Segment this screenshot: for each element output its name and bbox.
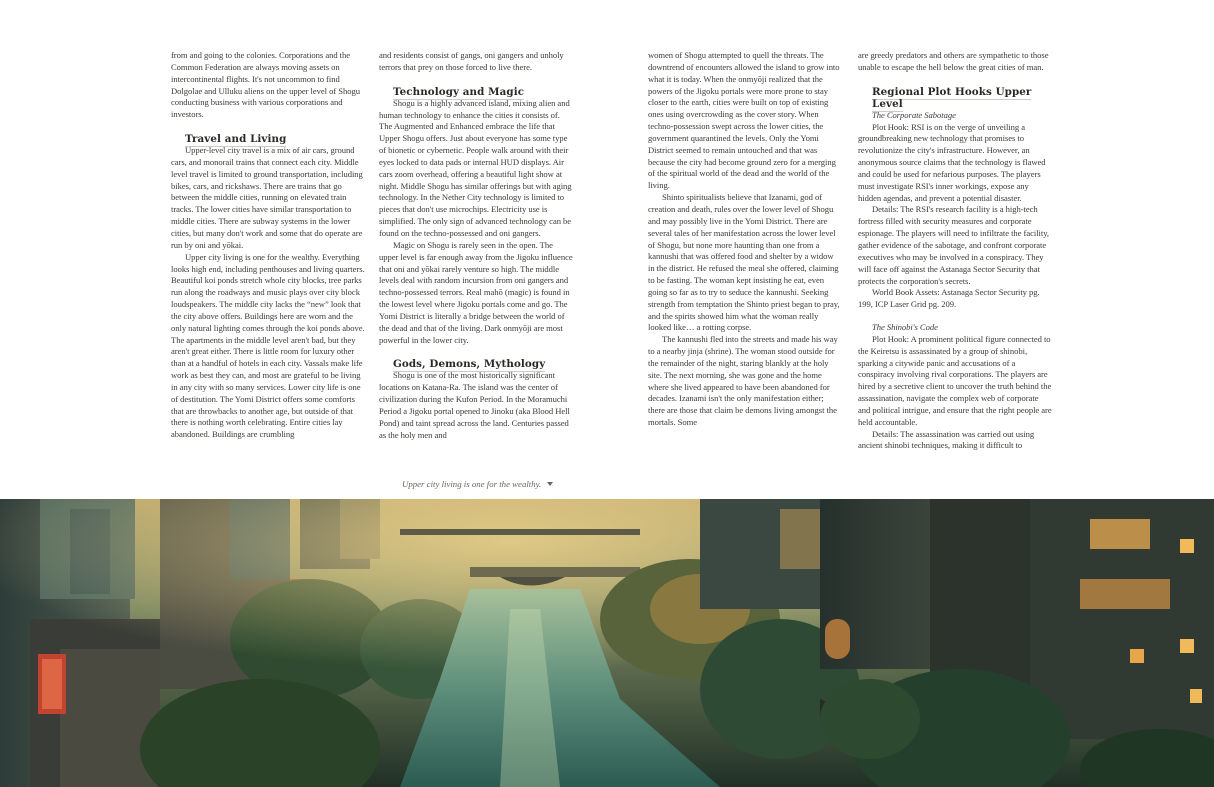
body-paragraph: Upper-level city travel is a mix of air cars, ground cars, and monorail trains that connect each city. Middle level travel is limited to ground transportation, including bikes, cars, and rickshaws. There are trains that go between the middle cities, running on elevated train tracks. The lower cities have similar transportation to middle cities. There are subway systems in the lower cities, but many don't work and some that do operate are run by oni and yōkai. [171, 145, 363, 250]
body-paragraph: Upper city living is one for the wealthy. Everything looks high end, including penthouses and living quarters. Beautiful koi ponds stretch whole city blocks, tree parks run along the roadways and music plays over city block loudspeakers. The middle city lacks the “new” look that the city above offers. Buildings here are worn and the only natural lighting comes through the koi ponds above. The apartments in the middle level aren't bad, but they aren't great either. There is little room for luxury other than at a handful of hotels in each city. Vassals make life work as best they can, and most are grateful to be living in any city with so many services. Lower city life is one of destitution. The Yomi District offers some comforts that are throwbacks to another age, but outside of that there is nothing worth celebrating. Entire cities lay abandoned. Buildings are crumbling [171, 251, 365, 440]
section-heading-text: Travel and Living [185, 133, 287, 146]
body-paragraph: Plot Hook: RSI is on the verge of unveiling a groundbreaking new technology that promises to revolutionize the city's infrastructure. However, an anonymous source claims that the technology is flawed and could be used for nefarious purposes. The players must investigate RSI's inner workings, expose any hidden agendas, and prevent a potential disaster. [858, 121, 1046, 203]
hero-image [0, 499, 1214, 787]
body-paragraph: Shogu is a highly advanced island, mixing alien and human technology to enhance the cities it consists of. The Augmented and Enhanced embrace the life that Upper Shogu offers. Just about everyone has some type of bionetic or cybernetic. People walk around with their eyes locked to data pads or internal HUD displays. Air cars zoom overhead, offering a beautiful light show at night. Middle Shogu has similar offerings but with aging technology. In the Nether City technology is limited to pieces that don't use microchips. Electricity use is simplified. The only sign of advanced technology can be found on the techno-possessed and oni gangers. [379, 97, 572, 238]
text-column-4 [858, 50, 1052, 452]
text-column-1 [171, 50, 365, 441]
body-paragraph: Details: The RSI's research facility is a high-tech fortress filled with security measures and corporate espionage. The players will need to infiltrate the facility, gather evidence of the sabotage, and confront corporate executives who may be involved in a conspiracy. They will face off against the Astanaga Sector Security that protects the corporation's secrets. [858, 204, 1050, 286]
section-heading [858, 86, 1052, 110]
section-heading-text: Gods, Demons, Mythology [393, 358, 546, 371]
body-paragraph: The kannushi fled into the streets and made his way to a nearby jinja (shrine). The woman stood outside for the remainder of the night, staring blankly at the holy site. The next morning, she was gone and the home where she lived appeared to have been abandoned for decades. Izanami isn't the only manifestation either; there are those that claim be demons living amongst the mortals. Some [648, 334, 838, 428]
image-caption-text: Upper city living is one for the wealthy. [402, 479, 542, 489]
section-heading [171, 133, 365, 145]
text-column-3 [648, 50, 842, 429]
body-paragraph: Magic on Shogu is rarely seen in the open. The upper level is far enough away from the Jigoku influence that oni and yōkai rarely venture so high. The middle levels deal with random incursion from oni gangers and techno-possessed terrors. Real mahō (magic) is found in the lowest level where Jigoku portals come and go. The Yomi District is literally a bridge between the world of the dead and that of the living. Dark onmyōji are most powerful in the lower city. [379, 239, 573, 345]
body-paragraph: are greedy predators and others are sympathetic to those unable to escape the hell below the great cities of man. [858, 50, 1049, 72]
section-heading-text: Regional Plot Hooks Upper Level [872, 85, 1032, 110]
section-heading [379, 358, 573, 370]
image-caption-toggle[interactable] [402, 479, 553, 489]
section-heading [379, 86, 573, 98]
body-paragraph: Plot Hook: A prominent political figure connected to the Keiretsu is assassinated by a group of shinobi, sparking a citywide panic and accusations of a conspiracy involving rival corporations. The players are hired by a secretive client to uncover the truth behind the assassination, navigate the complex web of corporate and political intrigue, and ensure that the right people are held accountable. [858, 333, 1052, 427]
city-canal-illustration [0, 499, 1214, 787]
body-paragraph: women of Shogu attempted to quell the threats. The downtrend of encounters allowed the island to grow into what it is today. When the onmyōji realized that the powers of the Jigoku portals were more prone to stay closer to the earth, cities were built on top of existing ones using overcrowding as the cover story. When techno-possession swept across the lower cities, the government quarantined the levels. Only the Yomi District seemed to remain untouched and that was because the city had become ground zero for a merging of the spiritual world of the dead and the world of the living. [648, 50, 840, 191]
subsection-title: The Corporate Sabotage [872, 109, 956, 120]
text-column-2 [379, 50, 573, 441]
body-paragraph: from and going to the colonies. Corporations and the Common Federation are always moving assets on intercontinental flights. It's not uncommon to find Dolgolae and Ulluku aliens on the upper level of Shogu conducting business with various corporations and investors. [171, 50, 360, 120]
body-paragraph: World Book Assets: Astanaga Sector Security pg. 199, ICP Laser Grid pg. 209. [858, 287, 1040, 310]
body-paragraph: Shinto spiritualists believe that Izanami, god of creation and death, rules over the lower level of Shogu and may possibly live in the Yomi District. There are several tales of her manifestation across the lower level of Shogu, but none more haunting than one from a kannushi that was offered food and shelter by a widow in the district. He refused the meal she offered, claiming to be fasting. The woman kept insisting he eat, even going so far as to try to seduce the kannushi. Seeking strength from temptation the Shinto priest began to pray, and the spirits showed him what the woman really looked like… a rotting corpse. [648, 192, 840, 333]
caret-down-icon[interactable] [547, 482, 553, 486]
body-paragraph: and residents consist of gangs, oni gangers and unholy terrors that prey on those forced to live there. [379, 50, 564, 72]
subsection-title: The Shinobi's Code [872, 322, 938, 333]
paragraph-spacer [858, 311, 1052, 322]
body-paragraph: Shogu is one of the most historically significant locations on Katana-Ra. The island was the center of civilization during the Kufon Period. In the Moramuchi Period a Jigoku portal opened to Jinoku (aka Blood Hell Pond) and taint spread across the land. Centuries passed as the holy men and [379, 370, 570, 440]
body-paragraph: Details: The assassination was carried out using ancient shinobi techniques, making it difficult to [858, 428, 1035, 451]
section-heading-text: Technology and Magic [393, 85, 525, 98]
